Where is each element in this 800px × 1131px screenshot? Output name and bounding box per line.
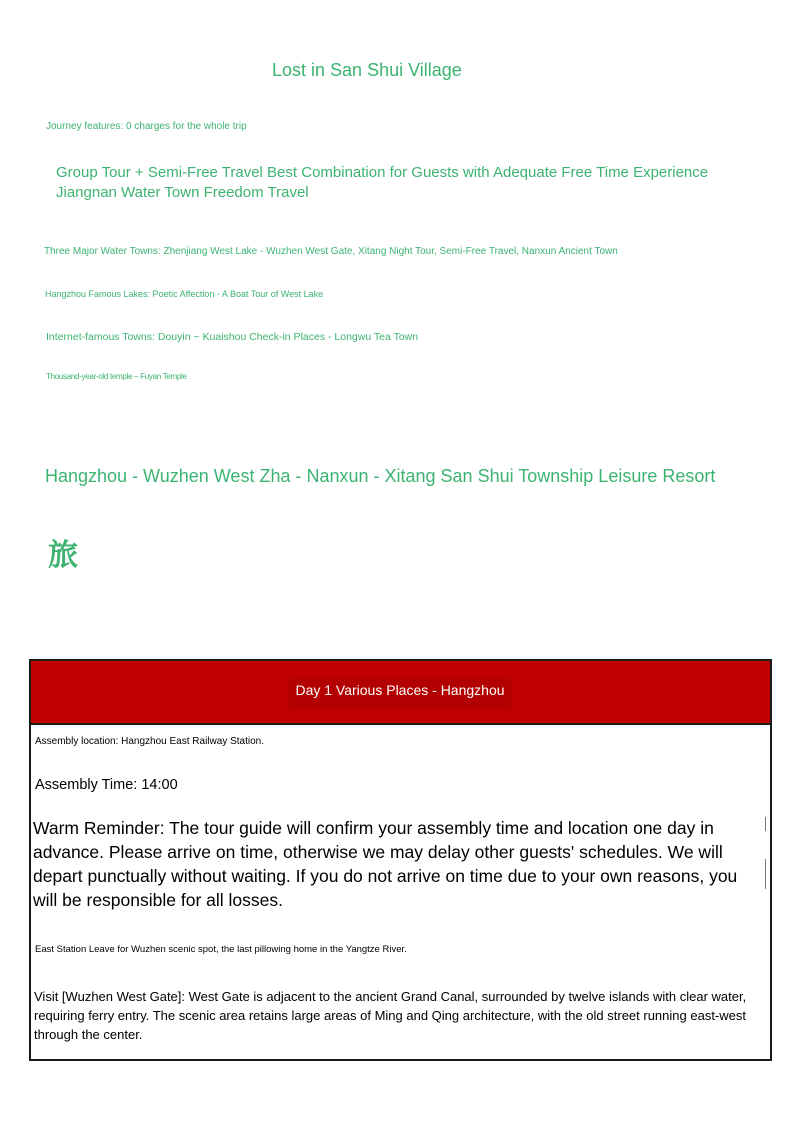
highlight-water-towns: Three Major Water Towns: Zhenjiang West Lake - Wuzhen West Gate, Xitang Night Tour, Semi-Free Travel, Nanxun Ancient Town — [44, 246, 618, 257]
assembly-location: Assembly location: Hangzhou East Railway Station. — [35, 736, 265, 747]
journey-features: Journey features: 0 charges for the whole trip — [46, 121, 247, 132]
warm-reminder: Warm Reminder: The tour guide will confirm your assembly time and location one day in advance. Please arrive on time, otherwise we may delay other guests' schedules. We will depart punctually without waiting. If you do not arrive on time due to your own reasons, you will be responsible for all losses. — [33, 818, 738, 910]
visit-wuzhen-west-gate: Visit [Wuzhen West Gate]: West Gate is adjacent to the ancient Grand Canal, surrounded by twelve islands with clear water, requiring ferry entry. The scenic area retains large areas of Ming and Qing architecture, with the old street running east-west through the center. — [34, 989, 747, 1042]
highlight-temple: Thousand-year-old temple – Fuyan Temple — [46, 372, 187, 381]
highlight-lakes: Hangzhou Famous Lakes: Poetic Affection - A Boat Tour of West Lake — [45, 289, 324, 299]
highlight-internet-towns: Internet-famous Towns: Douyin ~ Kuaishou Check-in Places - Longwu Tea Town — [46, 331, 419, 343]
scroll-marker — [765, 859, 766, 889]
route-title: Hangzhou - Wuzhen West Zha - Nanxun - Xitang San Shui Township Leisure Resort — [45, 466, 716, 486]
assembly-time: Assembly Time: 14:00 — [35, 777, 178, 793]
day-title: Day 1 Various Places - Hangzhou — [289, 678, 511, 710]
travel-character: 旅 — [48, 538, 78, 573]
day-1-itinerary — [29, 659, 772, 1061]
east-station-departure: East Station Leave for Wuzhen scenic spot, the last pillowing home in the Yangtze River. — [35, 944, 407, 955]
page-title: Lost in San Shui Village — [272, 60, 462, 80]
tour-combination: Group Tour + Semi-Free Travel Best Combination for Guests with Adequate Free Time Experience Jiangnan Water Town Freedom Travel — [56, 164, 709, 201]
day-header — [31, 661, 770, 725]
scroll-marker — [765, 817, 766, 831]
